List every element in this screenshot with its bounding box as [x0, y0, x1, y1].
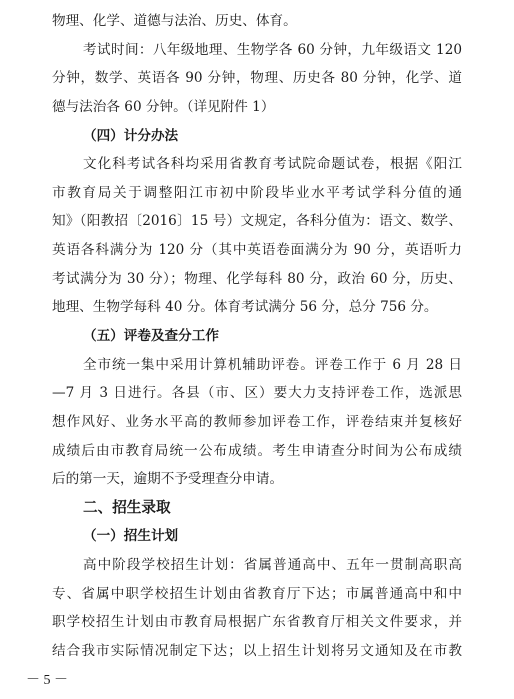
body-text-line: 专、省属中职学校招生计划由省教育厅下达；市属普通高中和中: [52, 586, 462, 602]
body-text-line: 后的第一天，逾期不予受理查分申请。: [52, 471, 284, 487]
body-text-line: 英语各科满分为 120 分（其中英语卷面满分为 90 分，英语听力: [52, 242, 462, 258]
body-text-line: 考试满分为 30 分）；物理、化学每科 80 分，政治 60 分，历史、: [52, 271, 462, 287]
body-text-line-hidden: 结合我市实际情况制定下达；以上招生计划将另文通知及在市教: [52, 643, 462, 659]
body-text-line: 文化科考试各科均采用省教育考试院命题试卷，根据《阳江: [83, 156, 462, 172]
body-text-line: 市教育局关于调整阳江市初中阶段毕业水平考试学科分值的通: [52, 185, 462, 201]
body-text-line: 德与法治各 60 分钟。（详见附件 1）: [52, 99, 275, 115]
section-heading: （四）计分办法: [83, 128, 179, 144]
body-text-line: 知》（阳教招〔2016〕15 号）文规定，各科分值为：语文、数学、: [52, 213, 462, 229]
body-text-line: —7 月 3 日进行。各县（市、区）要大力支持评卷工作，选派思: [52, 385, 462, 401]
section-heading: （一）招生计划: [83, 528, 179, 544]
body-text-line: 物理、化学、道德与法治、历史、体育。: [52, 13, 297, 29]
body-text-line-hidden: 职学校招生计划由市教育局根据广东省教育厅相关文件要求，并: [52, 614, 462, 630]
chapter-heading: 二、招生录取: [83, 499, 171, 516]
body-text-line: 全市统一集中采用计算机辅助评卷。评卷工作于 6 月 28 日: [83, 357, 462, 373]
body-text-line: 分钟，数学、英语各 90 分钟，物理、历史各 80 分钟，化学、道: [52, 70, 462, 86]
section-heading: （五）评卷及查分工作: [83, 328, 219, 344]
body-text-line: 成绩后由市教育局统一公布成绩。考生申请查分时间为公布成绩: [52, 443, 462, 459]
body-text-line: 想作风好、业务水平高的教师参加评卷工作，评卷结束并复核好: [52, 414, 462, 430]
body-text-line: 地理、生物学每科 40 分。体育考试满分 56 分，总分 756 分。: [52, 299, 438, 315]
page-number: － 5 －: [26, 673, 68, 688]
body-text-line: 考试时间：八年级地理、生物学各 60 分钟，九年级语文 120: [83, 42, 462, 58]
body-text-line: 高中阶段学校招生计划：省属普通高中、五年一贯制高职高: [83, 557, 462, 573]
